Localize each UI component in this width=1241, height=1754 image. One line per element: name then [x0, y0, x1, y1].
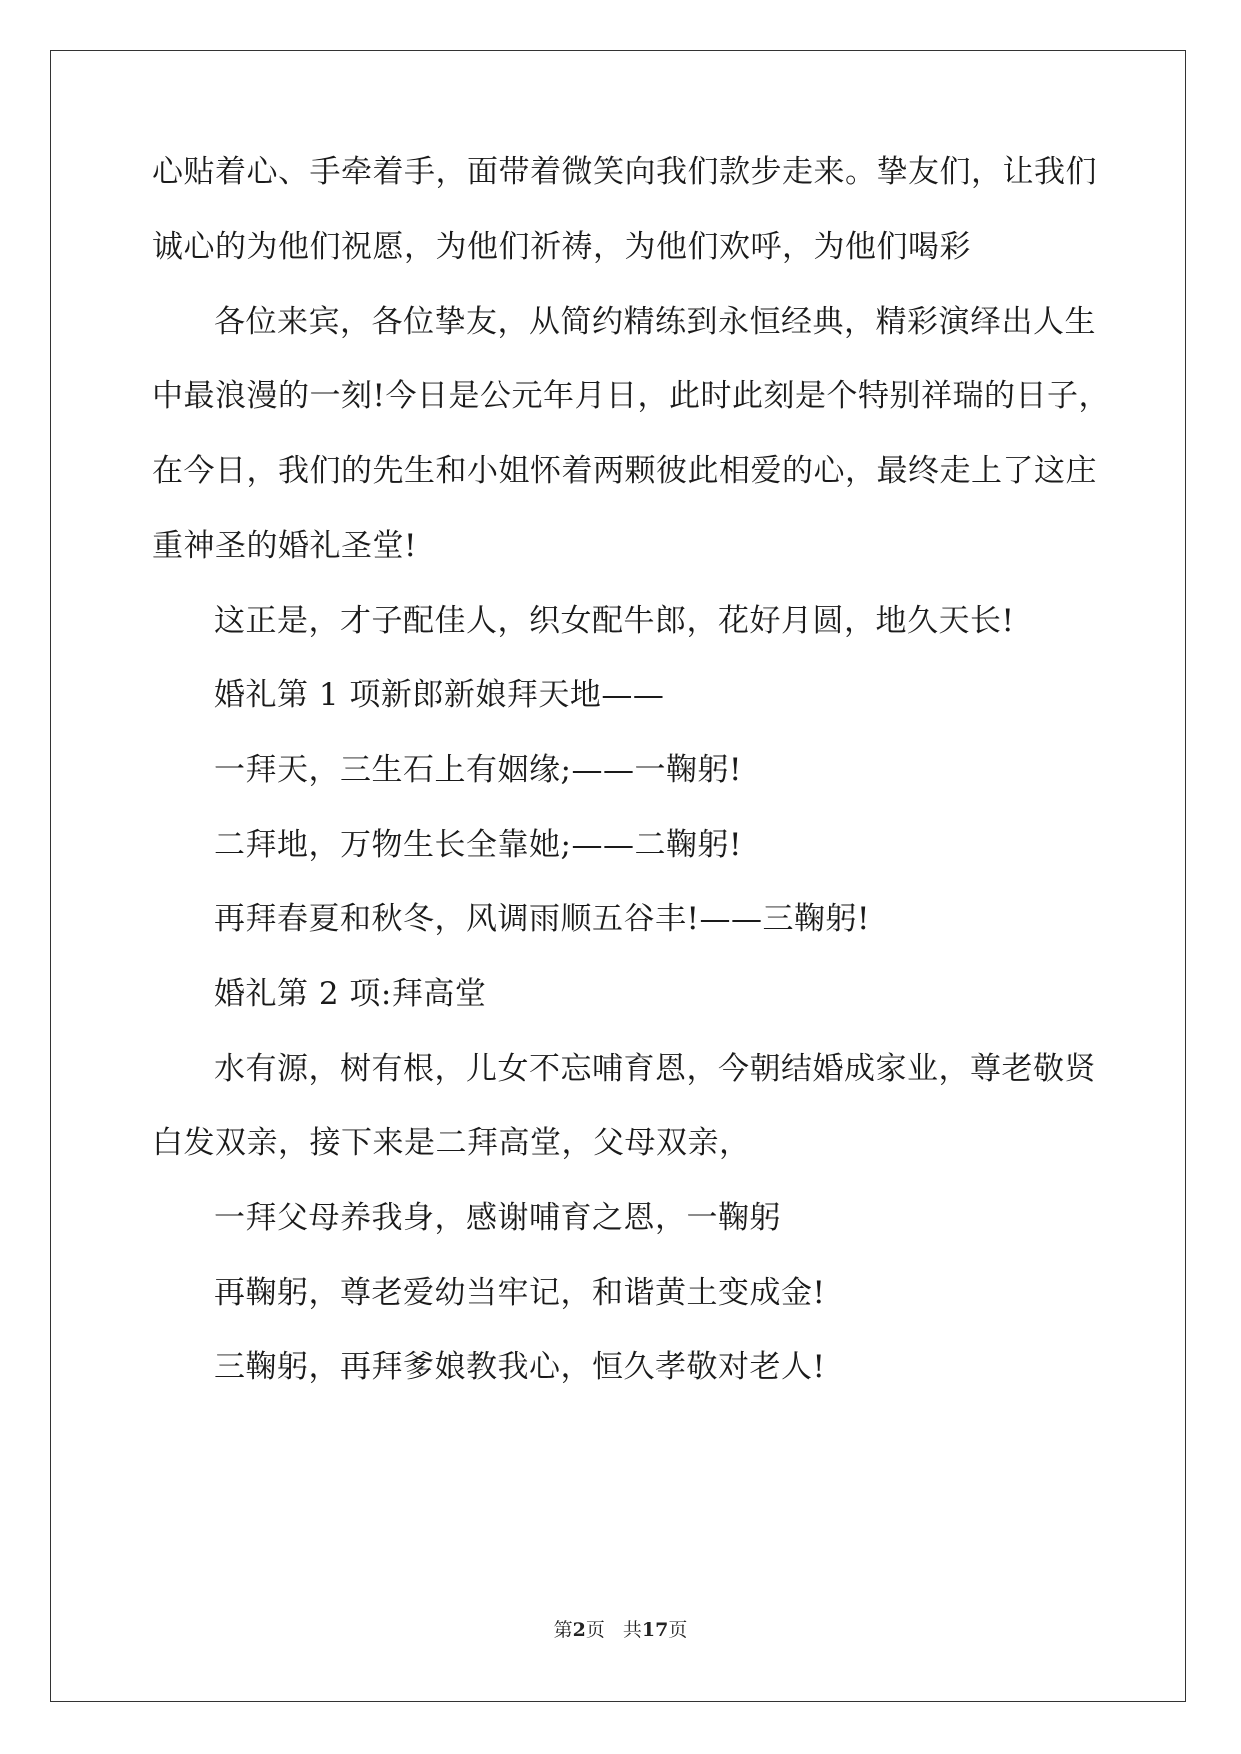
page-prefix: 第	[553, 1619, 573, 1641]
total-suffix: 页	[668, 1619, 688, 1641]
paragraph-line: 心贴着心、手牵着手，面带着微笑向我们款步走来。挚友们，让我们	[152, 154, 1097, 190]
paragraph-line: 这正是，才子配佳人，织女配牛郎，花好月圆，地久天长!	[214, 603, 1015, 639]
page-suffix: 页	[585, 1619, 605, 1641]
total-prefix: 共	[622, 1619, 642, 1641]
section-heading: 婚礼第 1 项新郎新娘拜天地——	[214, 677, 665, 713]
paragraph-line: 再鞠躬，尊老爱幼当牢记，和谐黄土变成金!	[214, 1275, 826, 1311]
page-frame	[50, 50, 1186, 1702]
paragraph-line: 二拜地，万物生长全靠她;——二鞠躬!	[214, 827, 742, 863]
page-number: 2	[572, 1619, 586, 1641]
paragraph-line: 一拜天，三生石上有姻缘;——一鞠躬!	[214, 752, 742, 788]
paragraph-line: 中最浪漫的一刻!今日是公元年月日，此时此刻是个特别祥瑞的日子，	[152, 378, 1110, 414]
paragraph-line: 水有源，树有根，儿女不忘哺育恩，今朝结婚成家业，尊老敬贤	[214, 1051, 1096, 1087]
page-footer	[0, 1618, 1241, 1642]
paragraph-line: 三鞠躬，再拜爹娘教我心，恒久孝敬对老人!	[214, 1349, 826, 1385]
section-heading: 婚礼第 2 项:拜高堂	[214, 976, 487, 1012]
paragraph-line: 各位来宾，各位挚友，从简约精练到永恒经典，精彩演绎出人生	[214, 304, 1096, 340]
paragraph-line: 在今日，我们的先生和小姐怀着两颗彼此相爱的心，最终走上了这庄	[152, 453, 1097, 489]
paragraph-line: 诚心的为他们祝愿，为他们祈祷，为他们欢呼，为他们喝彩	[152, 229, 971, 265]
paragraph-line: 一拜父母养我身，感谢哺育之恩，一鞠躬	[214, 1200, 781, 1236]
paragraph-line: 白发双亲，接下来是二拜高堂，父母双亲，	[152, 1125, 751, 1161]
paragraph-line: 重神圣的婚礼圣堂!	[152, 528, 417, 564]
total-pages: 17	[641, 1619, 669, 1641]
paragraph-line: 再拜春夏和秋冬，风调雨顺五谷丰!——三鞠躬!	[214, 901, 870, 937]
